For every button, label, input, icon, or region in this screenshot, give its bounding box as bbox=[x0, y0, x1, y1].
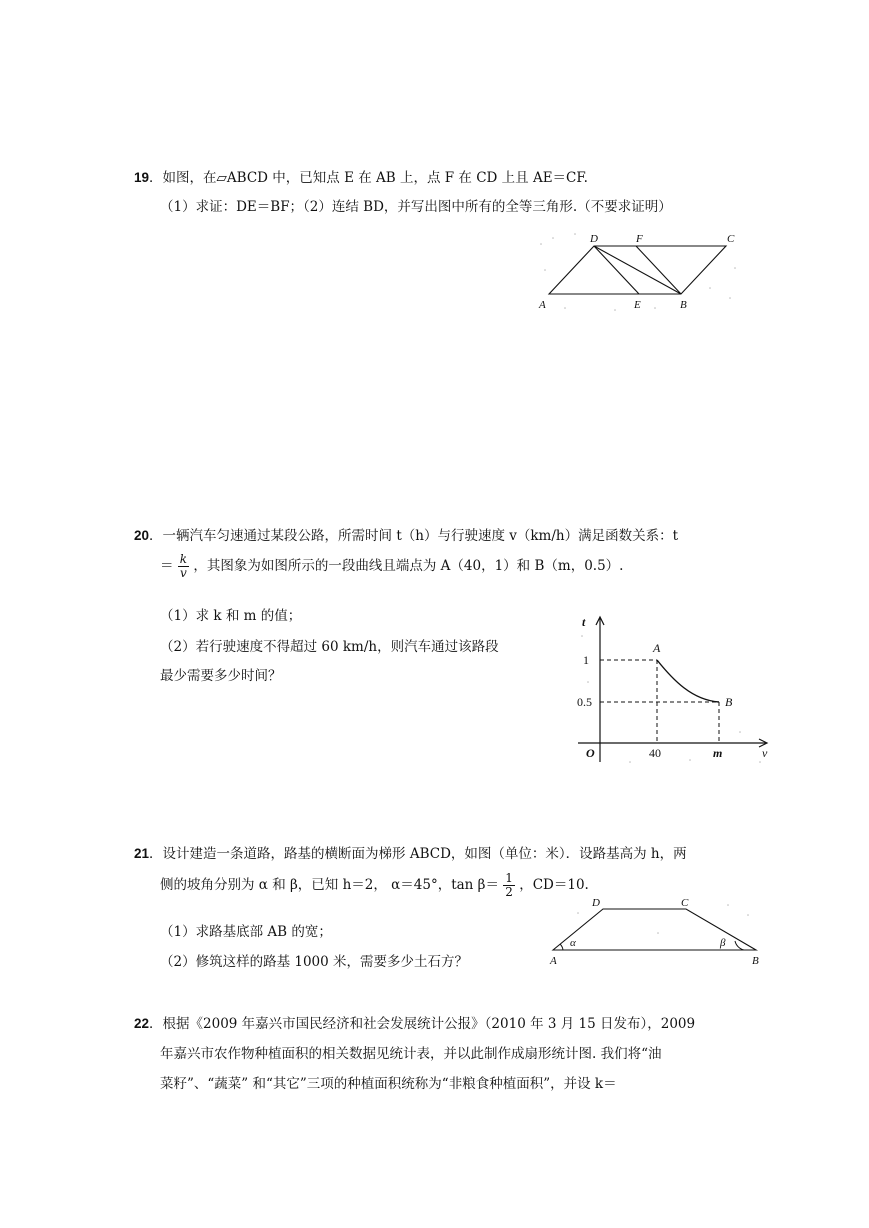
x-tick-m: m bbox=[713, 746, 723, 760]
t-axis-label: t bbox=[582, 615, 586, 629]
label-c: C bbox=[727, 233, 735, 245]
segment-bf bbox=[636, 246, 681, 294]
parallelogram-icon: ▱ bbox=[216, 170, 227, 186]
q21-figure bbox=[548, 893, 768, 968]
q20-line1: 20．一辆汽车匀速通过某段公路，所需时间 t（h）与行驶速度 v（km/h）满足函数关系：t bbox=[134, 528, 679, 544]
fraction-k-over-v: $\frac{k}{v}$ bbox=[179, 552, 188, 581]
q21-sub1: （1）求路基底部 AB 的宽； bbox=[160, 924, 332, 940]
label-d: D bbox=[590, 233, 598, 245]
label-e: E bbox=[634, 299, 641, 311]
q22-number: 22 bbox=[134, 1016, 150, 1031]
point-b-label: B bbox=[725, 695, 733, 709]
label-beta: β bbox=[720, 937, 726, 949]
q21-line1: 21．设计建造一条道路，路基的横断面为梯形 ABCD，如图（单位：米）．设路基高为 h，两 bbox=[134, 846, 687, 862]
trapezoid-abcd bbox=[553, 909, 756, 950]
label-alpha: α bbox=[570, 937, 576, 949]
label-b: B bbox=[752, 955, 759, 967]
curve-a-to-b bbox=[657, 660, 719, 702]
q22-line1: 22．根据《2009 年嘉兴市国民经济和社会发展统计公报》（2010 年 3 月 15 日发布），2009 bbox=[134, 1016, 696, 1032]
v-axis-label: v bbox=[762, 746, 768, 760]
q20-sub2b: 最少需要多少时间？ bbox=[160, 668, 282, 684]
label-b: B bbox=[680, 299, 687, 311]
q20-number: 20 bbox=[134, 528, 150, 543]
q20-line2: ＝ $\frac{k}{v}$ ，其图象为如图所示的一段曲线且端点为 A（40，1）和 B（m，0.5）. bbox=[160, 552, 624, 581]
segment-db bbox=[594, 246, 681, 294]
origin-label: O bbox=[586, 746, 595, 760]
label-a: A bbox=[550, 955, 557, 967]
q20-sub1: （1）求 k 和 m 的值； bbox=[160, 608, 302, 624]
x-tick-40: 40 bbox=[649, 746, 661, 760]
q19-line1: 19．如图，在▱ABCD 中，已知点 E 在 AB 上，点 F 在 CD 上且 AE＝CF. bbox=[134, 170, 588, 186]
q22-line3: 菜籽”、“蔬菜” 和“其它”三项的种植面积统称为“非粮食种植面积”，并设 k＝ bbox=[160, 1076, 617, 1092]
point-a-label: A bbox=[653, 641, 661, 655]
q21-line2: 侧的坡角分别为 α 和 β，已知 h＝2， α＝45°，tan β＝ $\frac{1}{2}$ ，CD＝10. bbox=[160, 871, 589, 900]
y-tick-05: 0.5 bbox=[577, 695, 592, 709]
q21-sub2: （2）修筑这样的路基 1000 米，需要多少土石方？ bbox=[160, 954, 469, 970]
label-f: F bbox=[636, 233, 643, 245]
label-c: C bbox=[681, 897, 689, 909]
q22-line2: 年嘉兴市农作物种植面积的相关数据见统计表，并以此制作成扇形统计图. 我们将“油 bbox=[160, 1046, 662, 1062]
q19-figure bbox=[535, 228, 740, 316]
y-tick-1: 1 bbox=[583, 653, 589, 667]
q20-sub2a: （2）若行驶速度不得超过 60 km/h，则汽车通过该路段 bbox=[160, 639, 499, 655]
q20-graph bbox=[570, 612, 780, 770]
label-d: D bbox=[592, 897, 600, 909]
fraction-one-half: $\frac{1}{2}$ bbox=[505, 871, 513, 900]
angle-alpha-arc bbox=[560, 944, 563, 950]
q19-number: 19 bbox=[134, 170, 150, 185]
segment-de bbox=[594, 246, 639, 294]
label-a: A bbox=[539, 299, 546, 311]
q19-line2: （1）求证：DE＝BF；（2）连结 BD，并写出图中所有的全等三角形.（不要求证明） bbox=[160, 199, 672, 215]
q21-number: 21 bbox=[134, 846, 150, 861]
